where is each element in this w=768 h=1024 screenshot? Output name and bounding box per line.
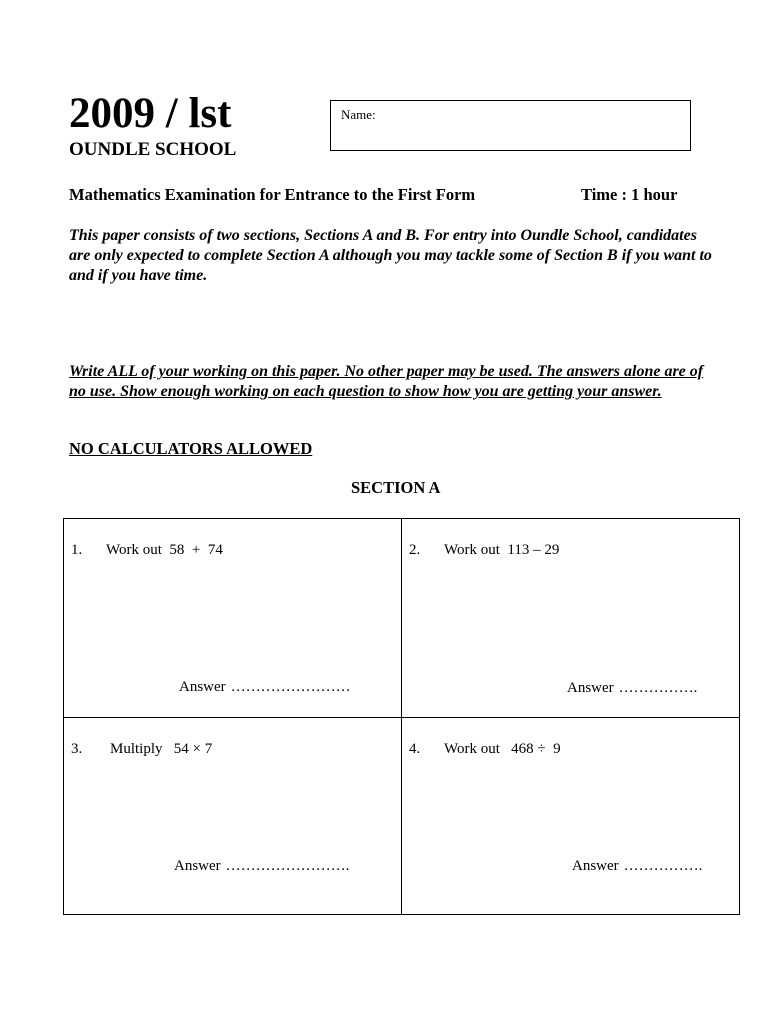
- question-text: Multiply 54 × 7: [110, 741, 213, 757]
- name-field[interactable]: [330, 100, 691, 151]
- answer-line[interactable]: [572, 857, 702, 875]
- answer-line[interactable]: [174, 857, 349, 875]
- answer-label: Answer: [179, 679, 226, 695]
- answer-label: Answer: [572, 858, 619, 874]
- paper-title: 2009 / lst: [69, 90, 232, 137]
- exam-time: Time : 1 hour: [581, 185, 678, 204]
- question-number: 1.: [71, 542, 83, 558]
- exam-title: Mathematics Examination for Entrance to the First Form: [69, 185, 476, 204]
- answer-label: Answer: [174, 858, 221, 874]
- question-text: Work out 468 ÷ 9: [444, 741, 561, 757]
- question-cell-1[interactable]: [64, 519, 401, 717]
- question-cell-2[interactable]: [401, 519, 739, 717]
- answer-dots: …………….: [623, 858, 703, 874]
- question-number: 4.: [409, 741, 421, 757]
- question-number: 3.: [71, 741, 83, 757]
- answer-dots: …………….: [618, 680, 698, 696]
- name-label: Name:: [341, 107, 376, 122]
- intro-paragraph: This paper consists of two sections, Sections A and B. For entry into Oundle School, candidates are only expected to complete Section A although you may tackle some of Section B if you want to and if you have time.: [69, 227, 712, 284]
- instructions-paragraph: Write ALL of your working on this paper. No other paper may be used. The answers alone are of no use. Show enough working on each question to show how you are getting your answer.: [69, 363, 704, 400]
- question-number: 2.: [409, 542, 421, 558]
- answer-line[interactable]: [567, 679, 697, 697]
- answer-dots: …………………….: [225, 858, 350, 874]
- questions-table: [63, 518, 740, 915]
- question-text: Work out 58 + 74: [106, 542, 223, 558]
- school-name: OUNDLE SCHOOL: [69, 139, 237, 160]
- answer-dots: ……………………: [230, 679, 351, 695]
- question-cell-4[interactable]: [401, 717, 739, 914]
- question-cell-3[interactable]: [64, 717, 401, 914]
- answer-line[interactable]: [179, 678, 351, 696]
- answer-label: Answer: [567, 680, 614, 696]
- no-calculators-notice: NO CALCULATORS ALLOWED: [69, 439, 313, 458]
- question-text: Work out 113 – 29: [444, 542, 560, 558]
- section-title: SECTION A: [351, 478, 441, 497]
